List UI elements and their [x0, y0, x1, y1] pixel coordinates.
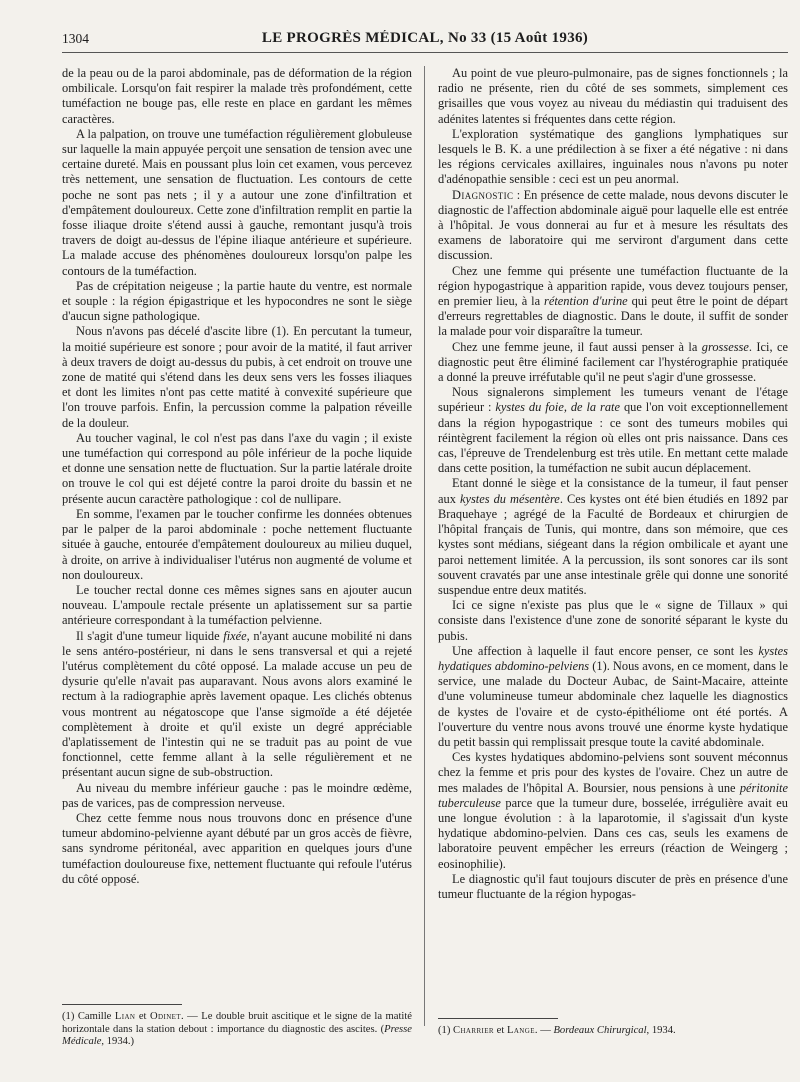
journal-citation: Bordeaux Chirurgical — [553, 1025, 647, 1036]
paragraph: Chez cette femme nous nous trouvons donc en présence d'une tumeur abdomino-pelvienne ayant débuté par un gros accès de fièvre, sans syndrome péritonéal, avec apparition en quelques jours d'une tuméfaction douloureuse fixe, nettement fluctuante qui refoule l'utérus du côté opposé. — [62, 810, 412, 886]
text-run: (1) Camille — [62, 1011, 115, 1022]
text-run: parce que la tumeur dure, bosselée, irrégulière avait eu une longue évolution : à la laparotomie, il s'agissait d'un kyste hydatique abdomino-pelvien. Dans ces cas, seuls les examens de laboratoire peuvent empêcher les erreurs (réaction de Weingerg ; eosinophilie). — [438, 795, 788, 871]
paragraph: de la peau ou de la paroi abdominale, pas de déformation de la région ombilicale. Lorsqu'on fait respirer la malade très profondément, cette tuméfaction ne bouge pas, elle reste en place en gardant les mêmes caractères. — [62, 66, 412, 126]
paragraph: Au point de vue pleuro-pulmonaire, pas de signes fonctionnels ; la radio ne présente, rien du côté de ses sommets, simplement ces grisailles que vous voyez au niveau du médiastin qui traduisent des adénites latentes si fréquentes dans cette région. — [438, 66, 788, 126]
paragraph — [438, 188, 788, 264]
text-run: Il s'agit d'une tumeur liquide — [76, 628, 224, 643]
footnote — [62, 1004, 412, 1049]
paragraph: L'exploration systématique des ganglions lymphatiques sur lesquels le B. K. a une prédilection à se fixer a été négative : ni dans les régions cervicales axillaires, inguinales nous n'avons pu noter d'adénopathie sensible : ceci est un peu anormal. — [438, 126, 788, 187]
text-run: Nous signalerons simplement les tumeurs venant de l'étage supérieur : — [438, 385, 788, 415]
text-run: , 1934.) — [101, 1036, 135, 1048]
footnote-rule — [438, 1018, 558, 1019]
text-run: , n'ayant aucune mobilité ni dans le sens antéro-postérieur, ni dans le sens transversal et qui a rejeté l'utérus complètement du côté opposé. La malade accuse un peu de dysurie qu'elle n'avait pas auparavant. Nous avons alors examiné le rectum à la radiographie après lavement opaque. Les clichés obtenus vous montrent au négatoscope que l'anse sigmoïde a été déjetée complètement à droite et qu'il existe un degré appréciable d'aplatissement de l'intestin qui ne se traduit pas au point de vue fonctionnel, cette femme allant à la selle régulièrement et ne présentant aucun signe de sub-obstruction. — [62, 628, 412, 780]
text-run: Chez une femme jeune, il faut aussi penser à la — [452, 339, 702, 354]
paragraph — [438, 750, 788, 872]
paragraph: En somme, l'examen par le toucher confirme les données obtenues par le palper de la paroi abdominale : poche nettement fluctuante située à gauche, entourée d'empâtement douloureux au milieu duquel, à droite, on arrive à individualiser l'utérus non augmenté de volume et non douloureux. — [62, 506, 412, 582]
paragraph — [438, 385, 788, 476]
paragraph — [438, 340, 788, 386]
author-name: Charrier — [453, 1025, 495, 1036]
text-run: . Ici, ce diagnostic peut être éliminé facilement car l'hystérographie pratiquée a donné la preuve irréfutable qu'il ne peut s'agir d'une grossesse. — [438, 339, 788, 385]
paragraph — [438, 644, 788, 750]
text-run: , 1934. — [646, 1025, 676, 1036]
text-run: et — [135, 1011, 150, 1022]
text-run: qui peut être le point de départ d'erreurs regrettables de diagnostic. Dans le doute, il suffit de sonder la malade pour voir disparaître la tumeur. — [438, 294, 788, 339]
author-name: Lange — [506, 1025, 535, 1036]
paragraph: A la palpation, on trouve une tuméfaction régulièrement globuleuse sur laquelle la main appuyée perçoit une sensation de tension avec une certaine dureté. Mais en poussant plus loin cet examen, vous percevez très nettement, une sensation de fluctuation. Les contours de cette poche ne sont pas nets ; il y a autour une zone d'infiltration et d'empâtement douloureux. Cette zone d'infiltration remplit en partie la fosse iliaque droite s'étend aussi à gauche, remontant jusqu'à trois travers de doigt au-dessus de l'épine iliaque antérieure et supérieure. La malade accuse des phénomènes douloureux lorsqu'on palpe les contours de la tuméfaction. — [62, 126, 412, 278]
text-run: : En présence de cette malade, nous devons discuter le diagnostic de l'affection abdominale aiguë pour laquelle elle est entrée à l'hôpital. Je vous donnerai au fur et à mesure les résultats des examens de laboratoire qui me serviront d'argument dans cette discussion. — [438, 187, 788, 263]
author-name: Odinet — [149, 1011, 182, 1022]
paragraph: Pas de crépitation neigeuse ; la partie haute du ventre, est normale et souple : la région épigastrique et les hypocondres ne sont le siège d'aucun signe pathologique. — [62, 278, 412, 324]
paragraph: Ici ce signe n'existe pas plus que le « signe de Tillaux » qui consiste dans l'existence d'une zone de sonorité séparant le kyste du pubis. — [438, 598, 788, 643]
paragraph: Au toucher vaginal, le col n'est pas dans l'axe du vagin ; il existe une tuméfaction qui correspond au pôle inférieur de la poche liquide et donne une sensation nette de fluctuation. Sur la partie latérale droite on trouve le col qui est déjeté contre la paroi droite du bassin et ne présente aucun caractère pathologique : col de nullipare. — [62, 430, 412, 506]
emphasis: kystes du foie, de la rate — [495, 400, 621, 415]
page-number: 1304 — [62, 31, 89, 46]
paragraph: Au niveau du membre inférieur gauche : pas le moindre œdème, pas de varices, pas de compression nerveuse. — [62, 780, 412, 810]
emphasis: péritonite tuberculeuse — [438, 780, 788, 810]
text-run: (1) — [438, 1025, 454, 1036]
text-run: . Ces kystes ont été bien étudiés en 1892 par Braquehaye ; agrégé de la Faculté de Bordeaux et chirurgien de l'hôpital français de Tunis, qui montre, dans son mémoire, que ces kystes sont médians, siégeant dans la région ombilicale et ayant une paroi nettement limitée. A la percussion, ils sont sonores car ils sont souvent cravatés par une anse intestinale grêle qui donne une sonorité suspendue entre deux matités. — [438, 491, 788, 597]
paragraph — [438, 264, 788, 340]
paragraph: Nous n'avons pas décelé d'ascite libre (1). En percutant la tumeur, la moitié supérieure est sonore ; pour avoir de la matité, il faut arriver à deux travers de doigt au-dessus du pubis, à cet endroit on trouve une zone de matité qui s'étend dans les deux sens vers les fosses iliaques et dont les limites n'ont pas cette matité à convexité supérieure que l'on trouve parfois. Enfin, la percussion comme la palpation réveille de la douleur. — [62, 324, 412, 430]
emphasis: fixée — [223, 628, 247, 643]
left-column — [62, 66, 412, 1066]
text-run: Chez une femme qui présente une tuméfaction fluctuante de la région hypogastrique à apparition rapide, vous devez toujours penser, en premier lieu, à la — [438, 263, 788, 309]
journal-citation: Presse Médicale — [62, 1023, 412, 1048]
author-name: Lian — [114, 1011, 136, 1022]
text-run: Une affection à laquelle il faut encore penser, ce sont les — [452, 643, 759, 658]
text-run: . — Le double bruit ascitique et le signe de la matité horizontale dans la station debout : importance du diagnostic des ascites. ( — [62, 1011, 412, 1035]
emphasis: rétention d'urine — [544, 294, 628, 309]
running-header — [62, 30, 788, 53]
journal-page — [62, 30, 788, 1070]
text-run: que l'on voit exceptionnellement dans la région hypogastrique : ce sont des tumeurs mobiles qui réintègrent facilement la région où elles ont pris naissance. Dans ces cas, l'épreuve de Trendelenburg est très utile. En mettant cette malade dans cette position, la tuméfaction ne subit aucun déplacement. — [438, 400, 788, 476]
footnote — [438, 1018, 788, 1038]
text-run: Ces kystes hydatiques abdomino-pelviens sont souvent méconnus chez la femme et pris pour des kystes de l'ovaire. Chez un autre de mes malades de l'hôpital A. Boursier, nous pensions à une — [438, 750, 788, 795]
running-title — [62, 30, 788, 47]
right-column — [438, 66, 788, 1066]
footnote-rule — [62, 1004, 182, 1005]
text-run: (1). Nous avons, en ce moment, dans le service, une malade du Docteur Aubac, de Saint-Macaire, atteinte d'une volumineuse tumeur abdominale chez laquelle les diagnostics de kystes de l'ovaire et de cysto-épithéliome ont été portés. A l'ouverture du ventre nous avons trouvé une énorme kyste hydatique du petit bassin qui remplissait presque toute la cavité abdominale. — [438, 658, 788, 749]
journal-title: LE PROGRÈS MÉDICAL, — [261, 30, 444, 46]
article-body — [62, 66, 788, 1066]
issue-info: No 33 (15 Août 1936) — [447, 30, 589, 46]
paragraph: Le diagnostic qu'il faut toujours discuter de près en présence d'une tumeur fluctuante de la région hypogas- — [438, 871, 788, 901]
emphasis: kystes du mésentère — [459, 491, 560, 506]
paragraph: Le toucher rectal donne ces mêmes signes sans en ajouter aucun nouveau. L'ampoule rectale présente un aplatissement sur sa partie antérieure correspondant à la tuméfaction pelvienne. — [62, 582, 412, 628]
paragraph — [438, 476, 788, 598]
section-heading: Diagnostic — [452, 187, 514, 202]
emphasis: grossesse — [701, 339, 749, 354]
text-run: Etant donné le siège et la consistance de la tumeur, il faut penser aux — [438, 476, 788, 506]
paragraph — [62, 629, 412, 781]
text-run: . — — [534, 1025, 554, 1036]
text-run: et — [494, 1025, 507, 1036]
emphasis: kystes hydatiques abdomino-pelviens — [438, 643, 788, 673]
